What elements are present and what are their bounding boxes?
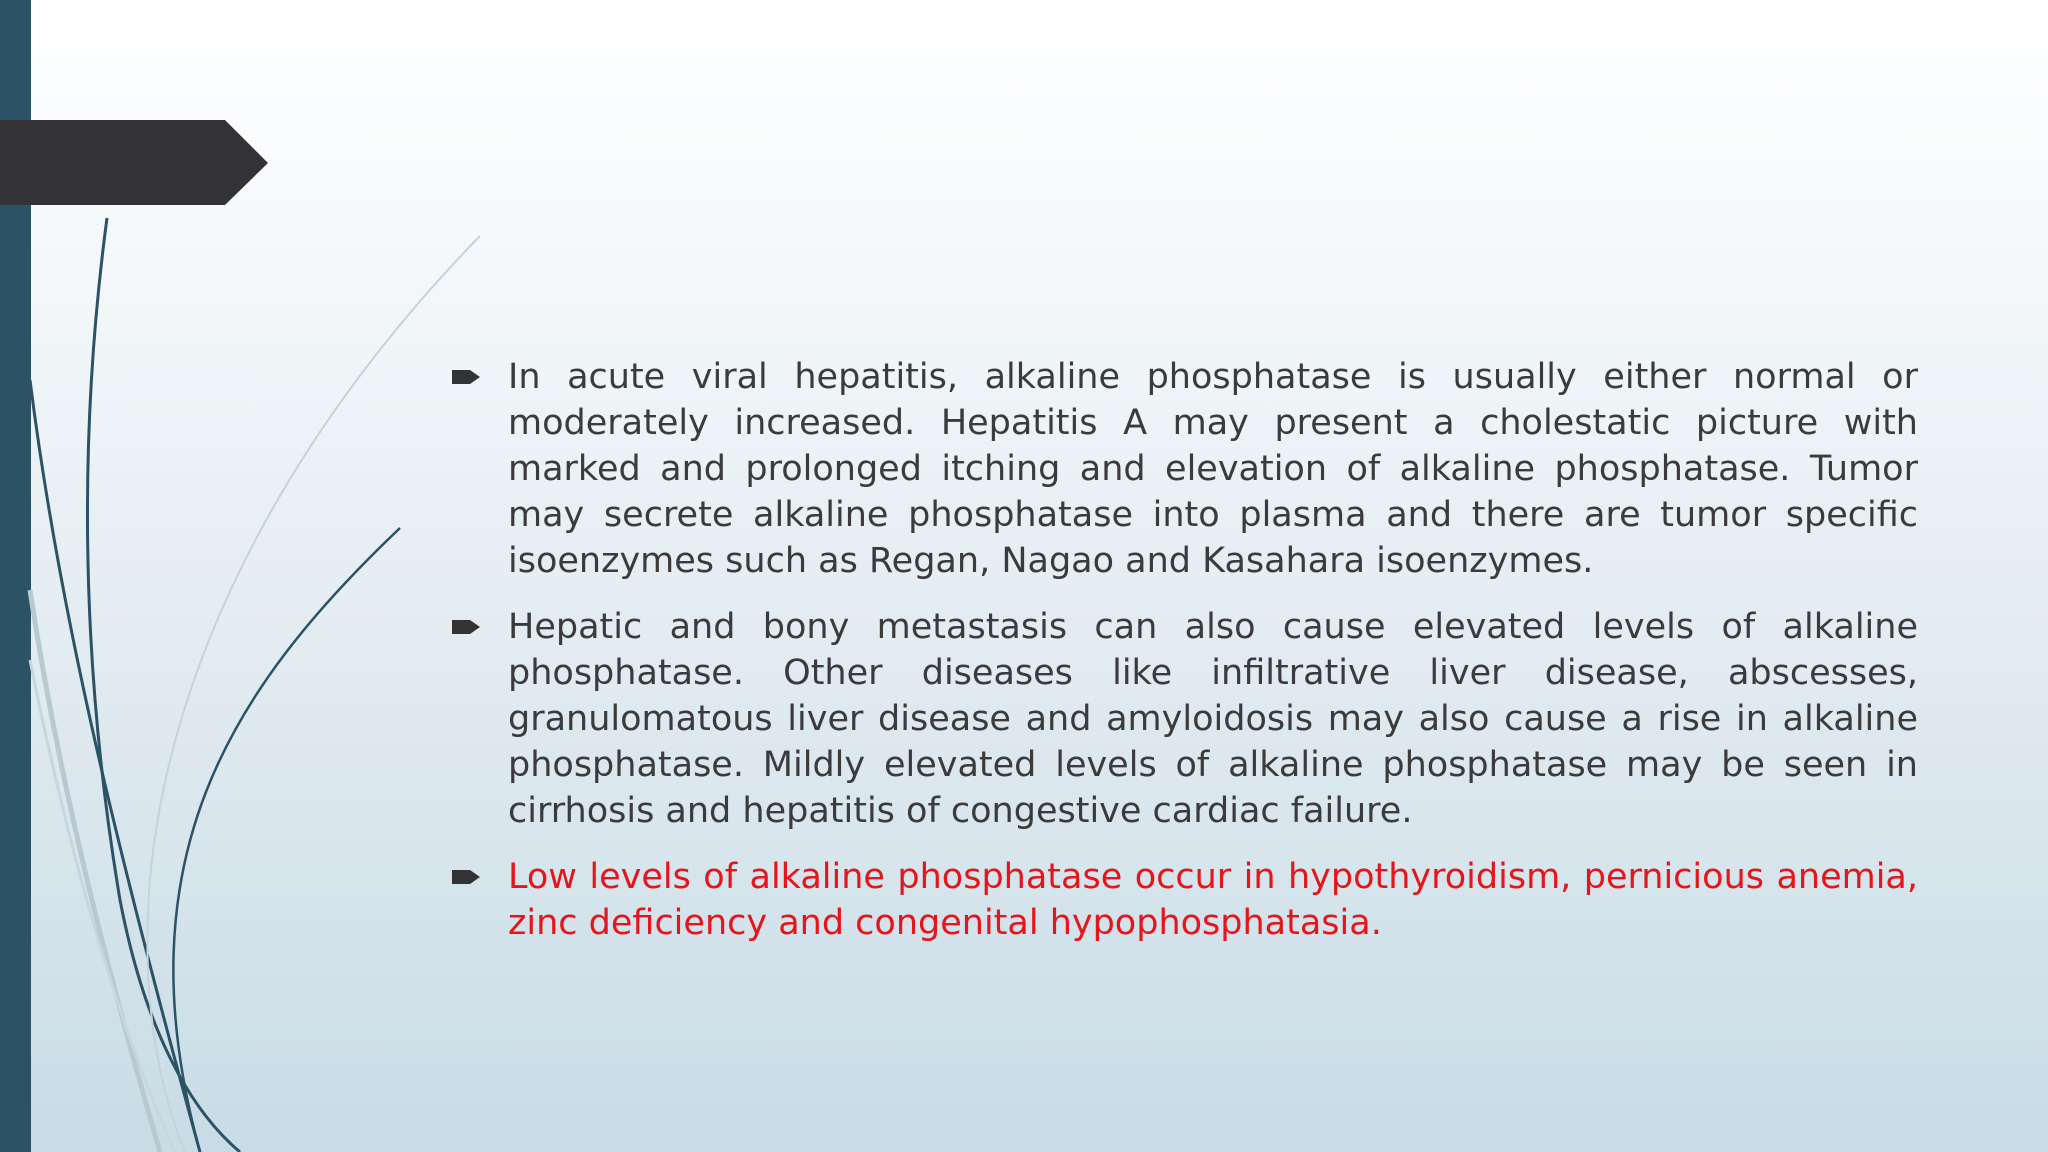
title-arrow-shape: [0, 0, 280, 210]
bullet-item: [450, 354, 1918, 584]
arrow-bullet-icon: [450, 604, 508, 650]
arrow-bullet-icon: [450, 354, 508, 400]
arrow-bullet-icon: [450, 854, 508, 900]
bullet-text: Hepatic and bony metastasis can also cause elevated levels of alkaline phosphatase. Other diseases like infiltrative liver disease, abscesses, granulomatous liver disease and amyloidosis may also cause a rise in alkaline phosphatase. Mildly elevated levels of alkaline phosphatase may be seen in cirrhosis and hepatitis of congestive cardiac failure.: [508, 607, 1918, 831]
bullet-text-highlight: Low levels of alkaline phosphatase occur in hypothyroidism, pernicious anemia, zinc deficiency and congenital hypophosphatasia.: [508, 857, 1918, 943]
bullet-item: [450, 604, 1918, 834]
bullet-text: In acute viral hepatitis, alkaline phosphatase is usually either normal or moderately increased. Hepatitis A may present a cholestatic picture with marked and prolonged itching and elevation of alkaline phosphatase. Tumor may secrete alkaline phosphatase into plasma and there are tumor specific isoenzymes such as Regan, Nagao and Kasahara isoenzymes.: [508, 357, 1918, 581]
slide-body: [450, 354, 1918, 966]
bullet-item: [450, 854, 1918, 946]
